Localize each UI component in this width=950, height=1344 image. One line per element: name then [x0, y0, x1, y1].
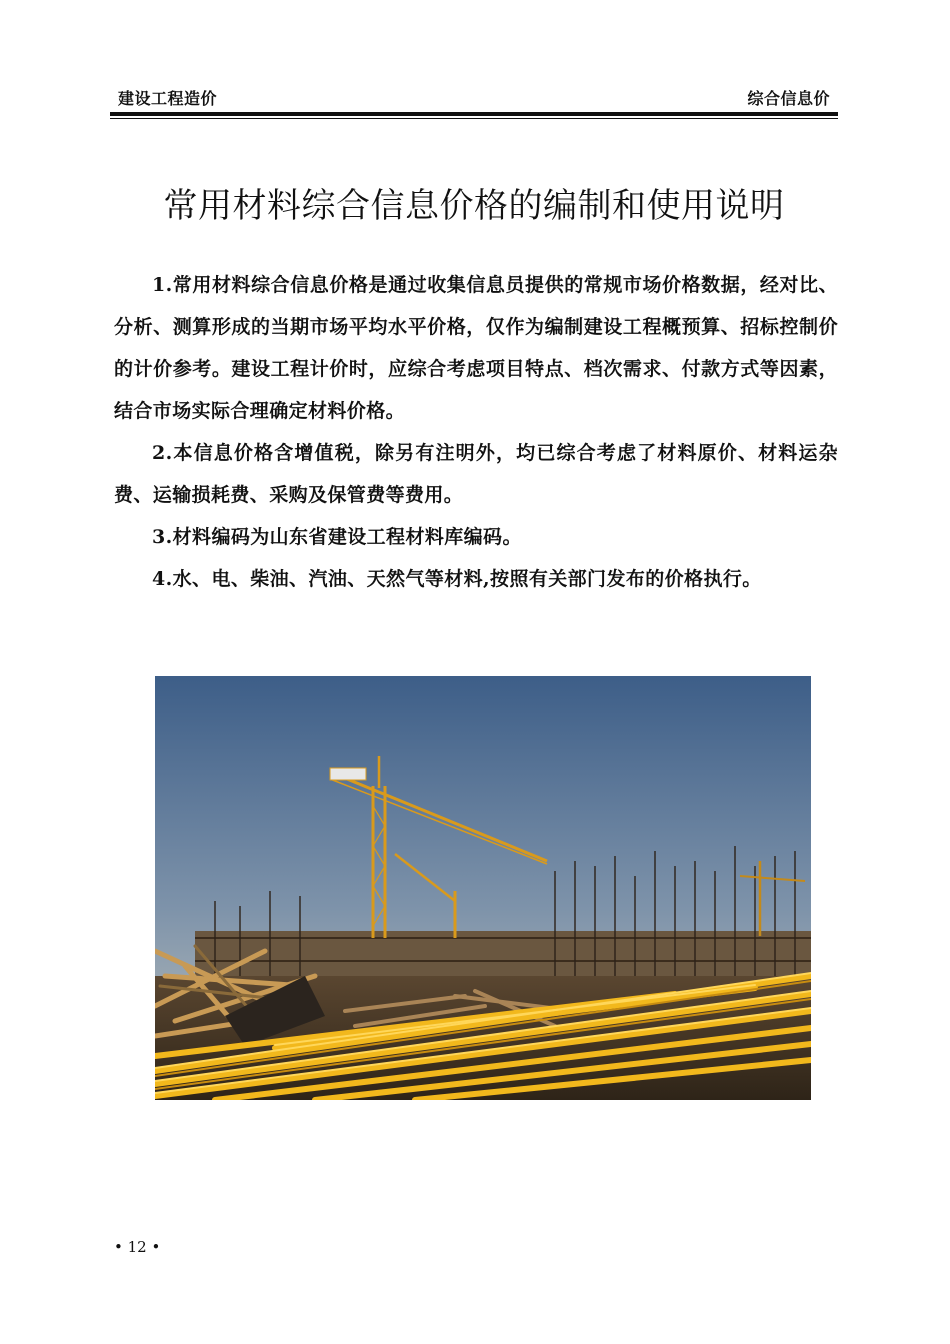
paragraph-number: 3. — [152, 526, 173, 548]
paragraph-number: 4. — [152, 568, 173, 590]
paragraph-number: 1. — [152, 274, 173, 296]
paragraph-3 — [114, 516, 838, 558]
body-text — [114, 264, 838, 600]
header-left-title: 建设工程造价 — [118, 89, 218, 108]
page-header — [110, 82, 838, 112]
paragraph-4 — [114, 558, 838, 600]
paragraph-text: 本信息价格含增值税，除另有注明外，均已综合考虑了材料原价、材料运杂费、运输损耗费、采购及保管费等费用。 — [114, 442, 838, 506]
paragraph-2 — [114, 432, 838, 516]
header-right-title: 综合信息价 — [747, 89, 830, 108]
paragraph-text: 水、电、柴油、汽油、天然气等材料,按照有关部门发布的价格执行。 — [172, 568, 762, 590]
page-number: • 12 • — [114, 1238, 161, 1256]
paragraph-1 — [114, 264, 838, 432]
paragraph-text: 常用材料综合信息价格是通过收集信息员提供的常规市场价格数据，经对比、分析、测算形成的当期市场平均水平价格，仅作为编制建设工程概预算、招标控制价的计价参考。建设工程计价时，应综合考虑项目特点、档次需求、付款方式等因素，结合市场实际合理确定材料价格。 — [114, 274, 838, 422]
construction-site-photo — [155, 676, 811, 1100]
paragraph-text: 材料编码为山东省建设工程材料库编码。 — [172, 526, 522, 548]
page-title: 常用材料综合信息价格的编制和使用说明 — [163, 186, 785, 226]
construction-site-illustration — [155, 676, 811, 1100]
paragraph-number: 2. — [152, 442, 173, 464]
header-rule-thin — [110, 118, 838, 119]
header-rule-thick — [110, 112, 838, 116]
